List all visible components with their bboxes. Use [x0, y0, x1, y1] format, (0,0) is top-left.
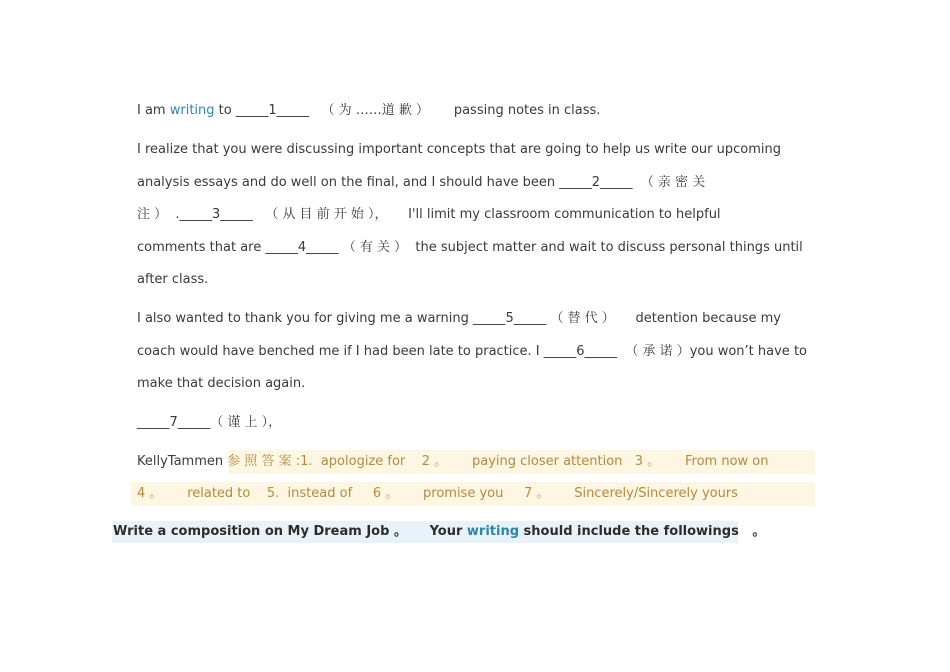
writing-task — [113, 523, 765, 541]
answer-key: 参 照 答 案 :1. apologize for 2 。 paying closer attention 3 。 From now on — [227, 454, 769, 469]
keyword-writing: writing — [466, 524, 520, 539]
text: Write a composition on My Dream Job 。 Your — [113, 524, 467, 539]
letter-line-6: after class. — [137, 272, 209, 287]
letter-closing: _____7_____（ 谨 上 ）， — [137, 415, 282, 430]
signature: KellyTammen — [137, 454, 228, 469]
answer-line-2: 4 。 related to 5. instead of 6 。 promise you 7 。 Sincerely/Sincerely yours — [137, 486, 738, 501]
letter-line-2: I realize that you were discussing important concepts that are going to help us write our upcoming — [137, 142, 781, 157]
letter-line-4: 注 ） ._____3_____ （ 从 目 前 开 始 ）， I'll limit my classroom communication to helpful — [137, 207, 721, 222]
letter-line-5: comments that are _____4_____ （ 有 关 ） the subject matter and wait to discuss personal things until — [137, 240, 803, 255]
letter-line-8: coach would have benched me if I had been late to practice. I _____6_____ （ 承 诺 ）you won’t have to — [137, 344, 807, 359]
letter-line-1 — [137, 102, 600, 120]
letter-line-9: make that decision again. — [137, 376, 306, 391]
text: should include the followings 。 — [519, 524, 766, 539]
text: to _____1_____ （ 为 ……道 歉 ） passing notes in class. — [214, 103, 601, 118]
letter-line-3: analysis essays and do well on the final, and I should have been _____2_____ （ 亲 密 关 — [137, 175, 706, 190]
letter-line-7: I also wanted to thank you for giving me a warning _____5_____ （ 替 代 ） detention because my — [137, 311, 781, 326]
answer-line-1 — [137, 453, 768, 471]
keyword-writing: writing — [169, 103, 215, 118]
text: I am — [137, 103, 170, 118]
